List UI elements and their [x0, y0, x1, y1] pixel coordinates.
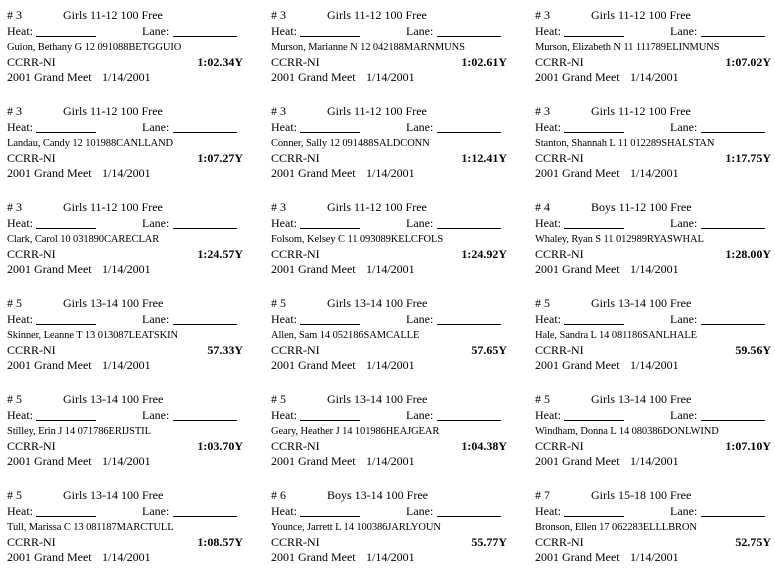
- lane-blank-line: [437, 228, 501, 229]
- meet-date: 1/14/2001: [366, 358, 415, 372]
- heat-blank-line: [36, 36, 96, 37]
- meet-name: 2001 Grand Meet: [535, 166, 620, 180]
- deck-card: [271, 104, 507, 184]
- lane-label: Lane:: [670, 23, 698, 38]
- event-number: # 3: [271, 104, 286, 118]
- deck-card: [7, 392, 243, 472]
- event-number: # 7: [535, 488, 550, 502]
- lane-label: Lane:: [406, 407, 434, 422]
- swimmer-info: Guion, Bethany G 12 091088BETGGUIO: [7, 42, 182, 53]
- lane-blank-line: [437, 420, 501, 421]
- swimmer-info: Clark, Carol 10 031890CARECLAR: [7, 234, 160, 245]
- swimmer-info: Stilley, Erin J 14 071786ERIJSTIL: [7, 426, 151, 437]
- deck-card: [7, 488, 243, 568]
- swimmer-info: Younce, Jarrett L 14 100386JARLYOUN: [271, 522, 441, 533]
- team-code: CCRR-NI: [7, 150, 56, 165]
- lane-blank-line: [173, 228, 237, 229]
- event-name: Girls 11-12 100 Free: [63, 8, 163, 22]
- swimmer-info: Stanton, Shannah L 11 012289SHALSTAN: [535, 138, 715, 149]
- swimmer-info: Skinner, Leanne T 13 013087LEATSKIN: [7, 330, 178, 341]
- meet-date: 1/14/2001: [102, 166, 151, 180]
- heat-label: Heat:: [271, 503, 297, 518]
- meet-name: 2001 Grand Meet: [271, 166, 356, 180]
- deck-card: [271, 488, 507, 568]
- heat-label: Heat:: [535, 503, 561, 518]
- seed-time: 1:02.34Y: [197, 54, 243, 69]
- event-name: Girls 13-14 100 Free: [327, 392, 428, 406]
- team-code: CCRR-NI: [271, 246, 320, 261]
- deck-card: [535, 8, 771, 88]
- meet-name: 2001 Grand Meet: [7, 166, 92, 180]
- lane-blank-line: [701, 324, 765, 325]
- lane-blank-line: [701, 516, 765, 517]
- heat-blank-line: [564, 420, 624, 421]
- event-number: # 6: [271, 488, 286, 502]
- lane-label: Lane:: [406, 215, 434, 230]
- swimmer-info: Murson, Marianne N 12 042188MARNMUNS: [271, 42, 465, 53]
- meet-date: 1/14/2001: [102, 70, 151, 84]
- heat-blank-line: [36, 324, 96, 325]
- meet-name: 2001 Grand Meet: [271, 70, 356, 84]
- event-number: # 4: [535, 200, 550, 214]
- lane-label: Lane:: [142, 311, 170, 326]
- swimmer-info: Windham, Donna L 14 080386DONLWIND: [535, 426, 719, 437]
- meet-date: 1/14/2001: [630, 454, 679, 468]
- heat-label: Heat:: [271, 215, 297, 230]
- seed-time: 57.65Y: [471, 342, 507, 357]
- meet-name: 2001 Grand Meet: [271, 262, 356, 276]
- seed-time: 1:07.27Y: [197, 150, 243, 165]
- heat-label: Heat:: [271, 23, 297, 38]
- team-code: CCRR-NI: [271, 150, 320, 165]
- lane-label: Lane:: [142, 215, 170, 230]
- team-code: CCRR-NI: [7, 54, 56, 69]
- lane-label: Lane:: [406, 311, 434, 326]
- event-number: # 3: [271, 8, 286, 22]
- swimmer-info: Murson, Elizabeth N 11 111789ELINMUNS: [535, 42, 720, 53]
- event-name: Girls 13-14 100 Free: [591, 392, 692, 406]
- seed-time: 1:08.57Y: [197, 534, 243, 549]
- team-code: CCRR-NI: [7, 246, 56, 261]
- seed-time: 1:07.10Y: [725, 438, 771, 453]
- team-code: CCRR-NI: [7, 534, 56, 549]
- lane-blank-line: [437, 516, 501, 517]
- team-code: CCRR-NI: [271, 438, 320, 453]
- heat-label: Heat:: [7, 311, 33, 326]
- meet-date: 1/14/2001: [102, 454, 151, 468]
- event-name: Girls 13-14 100 Free: [63, 392, 164, 406]
- deck-card: [7, 8, 243, 88]
- seed-time: 1:12.41Y: [461, 150, 507, 165]
- event-name: Girls 13-14 100 Free: [327, 296, 428, 310]
- seed-time: 1:17.75Y: [725, 150, 771, 165]
- swimmer-info: Geary, Heather J 14 101986HEAJGEAR: [271, 426, 440, 437]
- lane-blank-line: [701, 36, 765, 37]
- seed-time: 1:07.02Y: [725, 54, 771, 69]
- heat-label: Heat:: [7, 119, 33, 134]
- heat-blank-line: [564, 132, 624, 133]
- event-number: # 5: [535, 392, 550, 406]
- lane-blank-line: [437, 36, 501, 37]
- deck-card: [7, 296, 243, 376]
- team-code: CCRR-NI: [535, 246, 584, 261]
- team-code: CCRR-NI: [271, 54, 320, 69]
- heat-label: Heat:: [7, 407, 33, 422]
- event-number: # 3: [7, 8, 22, 22]
- lane-blank-line: [437, 132, 501, 133]
- event-name: Boys 11-12 100 Free: [591, 200, 692, 214]
- heat-label: Heat:: [271, 119, 297, 134]
- team-code: CCRR-NI: [535, 54, 584, 69]
- event-name: Girls 13-14 100 Free: [591, 296, 692, 310]
- team-code: CCRR-NI: [271, 342, 320, 357]
- event-name: Girls 11-12 100 Free: [591, 8, 691, 22]
- team-code: CCRR-NI: [535, 438, 584, 453]
- meet-name: 2001 Grand Meet: [535, 454, 620, 468]
- event-name: Girls 15-18 100 Free: [591, 488, 692, 502]
- lane-label: Lane:: [670, 119, 698, 134]
- lane-blank-line: [173, 36, 237, 37]
- deck-card: [7, 200, 243, 280]
- meet-date: 1/14/2001: [366, 262, 415, 276]
- heat-blank-line: [564, 36, 624, 37]
- meet-date: 1/14/2001: [630, 166, 679, 180]
- meet-date: 1/14/2001: [366, 454, 415, 468]
- meet-name: 2001 Grand Meet: [7, 70, 92, 84]
- deck-card: [535, 488, 771, 568]
- heat-blank-line: [36, 516, 96, 517]
- meet-date: 1/14/2001: [630, 550, 679, 564]
- seed-time: 1:04.38Y: [461, 438, 507, 453]
- heat-blank-line: [300, 420, 360, 421]
- deck-card: [271, 8, 507, 88]
- seed-time: 1:03.70Y: [197, 438, 243, 453]
- event-name: Girls 11-12 100 Free: [63, 104, 163, 118]
- event-number: # 3: [535, 104, 550, 118]
- event-name: Girls 11-12 100 Free: [63, 200, 163, 214]
- heat-label: Heat:: [271, 407, 297, 422]
- team-code: CCRR-NI: [535, 150, 584, 165]
- meet-date: 1/14/2001: [366, 70, 415, 84]
- swimmer-info: Bronson, Ellen 17 062283ELLLBRON: [535, 522, 697, 533]
- deck-card: [271, 296, 507, 376]
- team-code: CCRR-NI: [7, 342, 56, 357]
- event-number: # 5: [7, 392, 22, 406]
- heat-label: Heat:: [271, 311, 297, 326]
- lane-label: Lane:: [670, 311, 698, 326]
- heat-label: Heat:: [7, 215, 33, 230]
- swimmer-info: Conner, Sally 12 091488SALDCONN: [271, 138, 430, 149]
- team-code: CCRR-NI: [7, 438, 56, 453]
- meet-name: 2001 Grand Meet: [7, 550, 92, 564]
- seed-time: 52.75Y: [735, 534, 771, 549]
- meet-date: 1/14/2001: [630, 358, 679, 372]
- lane-blank-line: [701, 228, 765, 229]
- lane-blank-line: [701, 132, 765, 133]
- event-name: Girls 11-12 100 Free: [327, 8, 427, 22]
- meet-name: 2001 Grand Meet: [535, 262, 620, 276]
- lane-label: Lane:: [406, 119, 434, 134]
- lane-blank-line: [701, 420, 765, 421]
- swimmer-info: Landau, Candy 12 101988CANLLAND: [7, 138, 174, 149]
- seed-time: 1:24.57Y: [197, 246, 243, 261]
- deck-card: [271, 392, 507, 472]
- event-name: Girls 13-14 100 Free: [63, 296, 164, 310]
- meet-name: 2001 Grand Meet: [271, 454, 356, 468]
- meet-date: 1/14/2001: [366, 550, 415, 564]
- deck-card: [535, 392, 771, 472]
- heat-blank-line: [36, 228, 96, 229]
- lane-label: Lane:: [142, 407, 170, 422]
- event-name: Girls 11-12 100 Free: [327, 200, 427, 214]
- event-name: Girls 13-14 100 Free: [63, 488, 164, 502]
- meet-name: 2001 Grand Meet: [535, 550, 620, 564]
- swimmer-info: Folsom, Kelsey C 11 093089KELCFOLS: [271, 234, 444, 245]
- heat-label: Heat:: [535, 311, 561, 326]
- meet-name: 2001 Grand Meet: [535, 70, 620, 84]
- lane-blank-line: [173, 324, 237, 325]
- heat-blank-line: [300, 516, 360, 517]
- team-code: CCRR-NI: [535, 534, 584, 549]
- seed-time: 1:02.61Y: [461, 54, 507, 69]
- heat-blank-line: [36, 132, 96, 133]
- meet-name: 2001 Grand Meet: [535, 358, 620, 372]
- heat-blank-line: [564, 516, 624, 517]
- heat-blank-line: [564, 324, 624, 325]
- meet-date: 1/14/2001: [102, 550, 151, 564]
- event-number: # 3: [7, 200, 22, 214]
- lane-label: Lane:: [670, 215, 698, 230]
- meet-date: 1/14/2001: [366, 166, 415, 180]
- swimmer-info: Allen, Sam 14 052186SAMCALLE: [271, 330, 420, 341]
- heat-label: Heat:: [535, 407, 561, 422]
- swimmer-info: Tull, Marissa C 13 081187MARCTULL: [7, 522, 174, 533]
- meet-date: 1/14/2001: [102, 262, 151, 276]
- meet-name: 2001 Grand Meet: [7, 262, 92, 276]
- meet-date: 1/14/2001: [630, 70, 679, 84]
- event-name: Girls 11-12 100 Free: [327, 104, 427, 118]
- lane-label: Lane:: [406, 503, 434, 518]
- heat-label: Heat:: [535, 215, 561, 230]
- event-number: # 3: [271, 200, 286, 214]
- lane-label: Lane:: [670, 407, 698, 422]
- team-code: CCRR-NI: [535, 342, 584, 357]
- deck-card: [271, 200, 507, 280]
- event-number: # 5: [7, 296, 22, 310]
- deck-card: [535, 104, 771, 184]
- seed-time: 59.56Y: [735, 342, 771, 357]
- lane-label: Lane:: [142, 503, 170, 518]
- swimmer-info: Hale, Sandra L 14 081186SANLHALE: [535, 330, 697, 341]
- deck-card: [7, 104, 243, 184]
- lane-blank-line: [173, 132, 237, 133]
- event-name: Boys 13-14 100 Free: [327, 488, 428, 502]
- lane-blank-line: [173, 420, 237, 421]
- event-number: # 3: [535, 8, 550, 22]
- event-number: # 5: [271, 296, 286, 310]
- event-name: Girls 11-12 100 Free: [591, 104, 691, 118]
- seed-time: 1:28.00Y: [725, 246, 771, 261]
- heat-label: Heat:: [535, 23, 561, 38]
- deck-card: [535, 200, 771, 280]
- event-number: # 3: [7, 104, 22, 118]
- heat-blank-line: [300, 324, 360, 325]
- meet-name: 2001 Grand Meet: [7, 454, 92, 468]
- meet-name: 2001 Grand Meet: [271, 550, 356, 564]
- heat-blank-line: [36, 420, 96, 421]
- lane-label: Lane:: [670, 503, 698, 518]
- seed-time: 55.77Y: [471, 534, 507, 549]
- event-number: # 5: [7, 488, 22, 502]
- seed-time: 1:24.92Y: [461, 246, 507, 261]
- meet-date: 1/14/2001: [630, 262, 679, 276]
- deck-card: [535, 296, 771, 376]
- lane-label: Lane:: [142, 23, 170, 38]
- heat-blank-line: [300, 36, 360, 37]
- heat-blank-line: [564, 228, 624, 229]
- event-number: # 5: [271, 392, 286, 406]
- meet-name: 2001 Grand Meet: [7, 358, 92, 372]
- lane-blank-line: [173, 516, 237, 517]
- heat-label: Heat:: [535, 119, 561, 134]
- heat-label: Heat:: [7, 23, 33, 38]
- meet-name: 2001 Grand Meet: [271, 358, 356, 372]
- meet-date: 1/14/2001: [102, 358, 151, 372]
- team-code: CCRR-NI: [271, 534, 320, 549]
- heat-blank-line: [300, 132, 360, 133]
- event-number: # 5: [535, 296, 550, 310]
- lane-blank-line: [437, 324, 501, 325]
- seed-time: 57.33Y: [207, 342, 243, 357]
- swimmer-info: Whaley, Ryan S 11 012989RYASWHAL: [535, 234, 704, 245]
- heat-blank-line: [300, 228, 360, 229]
- heat-label: Heat:: [7, 503, 33, 518]
- lane-label: Lane:: [406, 23, 434, 38]
- lane-label: Lane:: [142, 119, 170, 134]
